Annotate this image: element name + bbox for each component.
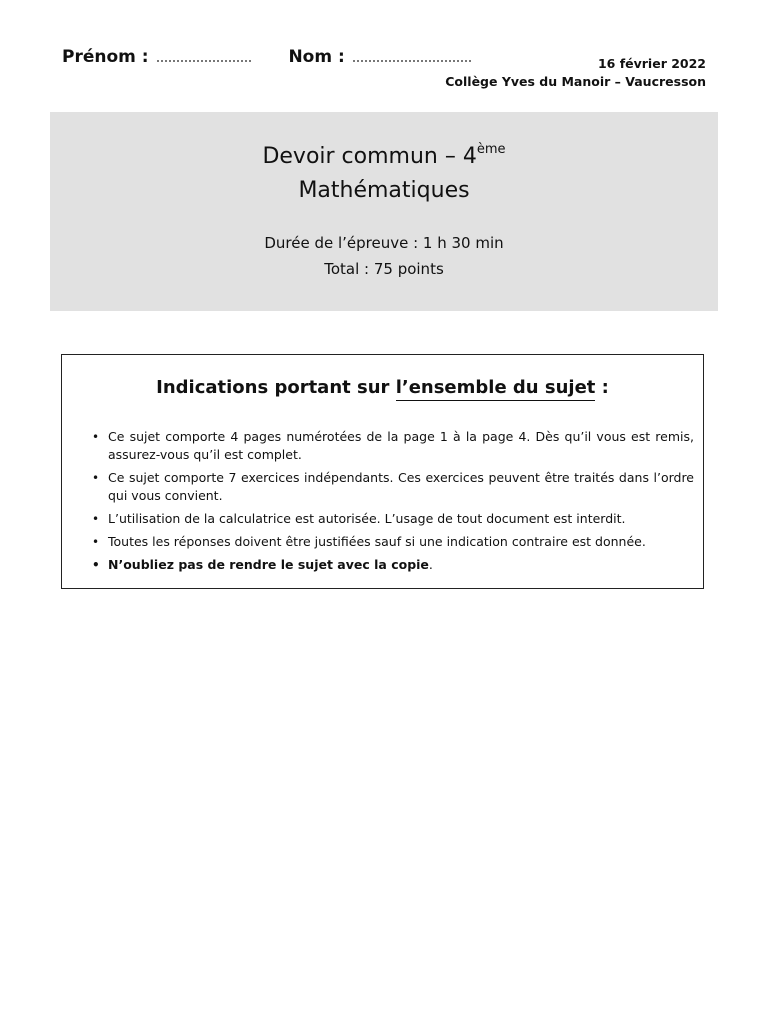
header-info	[445, 55, 706, 91]
bullet-icon: •	[92, 471, 100, 485]
bullet-icon: •	[92, 535, 100, 549]
exam-title-text: Devoir commun – 4	[262, 144, 477, 169]
first-name-blank[interactable]	[157, 48, 251, 62]
list-item: • L’utilisation de la calculatrice est autorisée. L’usage de tout document est interdit.	[92, 511, 626, 526]
last-name-label: Nom :	[288, 47, 345, 67]
grade-superscript: ème	[476, 142, 506, 157]
exam-title	[50, 142, 718, 169]
instructions-heading-end: :	[595, 377, 609, 398]
exam-subject: Mathématiques	[298, 178, 470, 203]
student-identity-fields	[62, 47, 471, 67]
first-name-label: Prénom :	[62, 47, 149, 67]
school-name: Collège Yves du Manoir – Vaucresson	[445, 74, 706, 89]
exam-date: 16 février 2022	[597, 56, 706, 71]
bullet-icon: •	[92, 512, 100, 526]
bullet-icon: •	[92, 558, 100, 572]
list-item: • Ce sujet comporte 4 pages numérotées de la page 1 à la page 4. Dès qu’il vous est remis, assurez-vous qu’il est complet.	[92, 429, 694, 462]
instructions-list	[92, 428, 694, 579]
instructions-box	[61, 354, 704, 589]
bullet-icon: •	[92, 430, 100, 444]
title-band	[50, 112, 718, 311]
exam-total-points: Total : 75 points	[324, 260, 444, 278]
instructions-heading	[62, 377, 703, 398]
list-item: • Toutes les réponses doivent être justifiées sauf si une indication contraire est donnée.	[92, 534, 646, 549]
instructions-heading-underlined: l’ensemble du sujet	[396, 377, 596, 401]
list-item-return-reminder: • N’oubliez pas de rendre le sujet avec la copie.	[92, 557, 433, 572]
instructions-heading-start: Indications portant sur	[156, 377, 396, 398]
exam-duration: Durée de l’épreuve : 1 h 30 min	[264, 234, 504, 252]
list-item: • Ce sujet comporte 7 exercices indépendants. Ces exercices peuvent être traités dans l’ordre qui vous convient.	[92, 470, 694, 503]
